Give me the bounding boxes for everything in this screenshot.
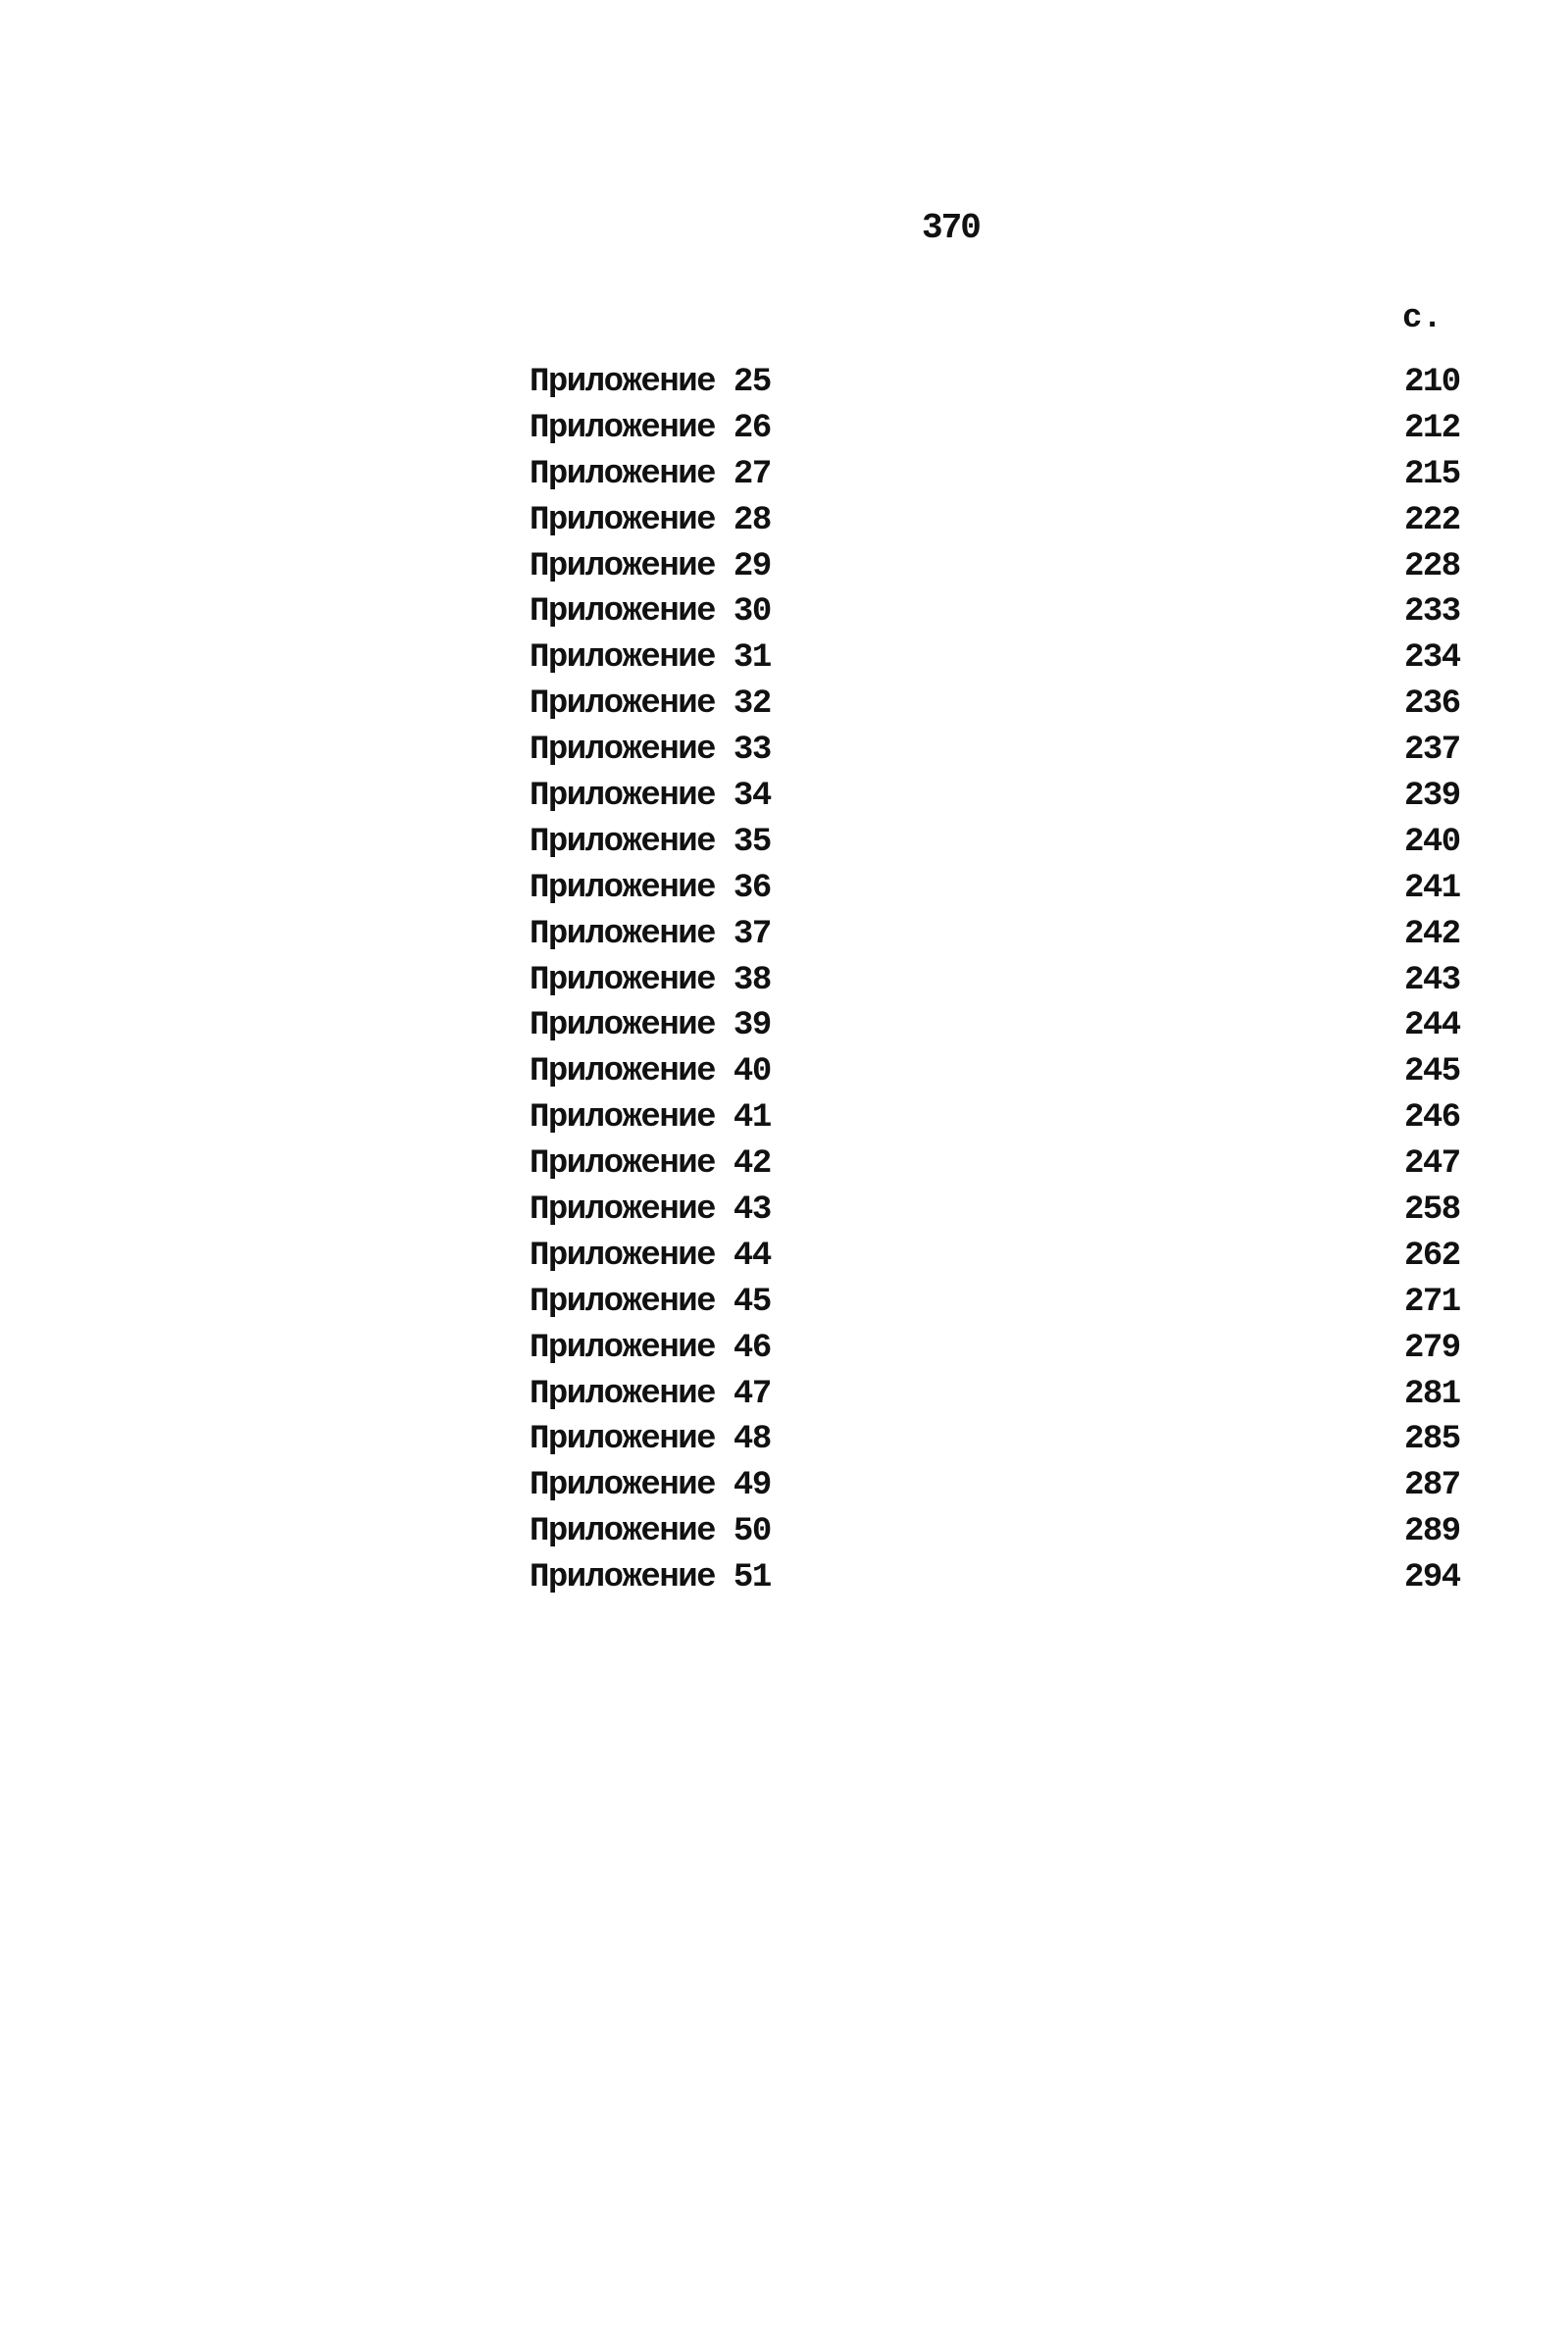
toc-entry-label: Приложение 48 bbox=[530, 1421, 771, 1459]
toc-entry-page: 287 bbox=[1404, 1467, 1460, 1505]
toc-entry-label: Приложение 29 bbox=[530, 547, 771, 585]
toc-entry-page: 243 bbox=[1404, 961, 1460, 999]
toc-entry-label: Приложение 35 bbox=[530, 823, 771, 861]
toc-entry-page: 294 bbox=[1404, 1559, 1460, 1597]
toc-entry bbox=[530, 820, 1471, 866]
toc-entry-page: 215 bbox=[1404, 455, 1460, 493]
toc-entry-page: 228 bbox=[1404, 547, 1460, 585]
toc-entry bbox=[530, 1463, 1471, 1509]
toc-entry-label: Приложение 40 bbox=[530, 1053, 771, 1091]
toc-entry-page: 289 bbox=[1404, 1513, 1460, 1551]
toc-entry-page: 258 bbox=[1404, 1191, 1460, 1230]
toc-entry-page: 281 bbox=[1404, 1375, 1460, 1413]
toc-entry bbox=[530, 1141, 1471, 1188]
toc-entry bbox=[530, 1188, 1471, 1234]
toc-entry-label: Приложение 30 bbox=[530, 593, 771, 632]
toc-entry-page: 237 bbox=[1404, 732, 1460, 770]
toc-entry-label: Приложение 45 bbox=[530, 1283, 771, 1321]
toc-entry bbox=[530, 544, 1471, 590]
toc-entry-page: 262 bbox=[1404, 1237, 1460, 1275]
toc-entry bbox=[530, 498, 1471, 544]
toc-entry bbox=[530, 958, 1471, 1004]
toc-entry bbox=[530, 1326, 1471, 1372]
toc-entry-page: 239 bbox=[1404, 778, 1460, 816]
toc-entry-label: Приложение 25 bbox=[530, 364, 771, 401]
toc-entry-label: Приложение 26 bbox=[530, 409, 771, 447]
toc-entry-label: Приложение 32 bbox=[530, 685, 771, 724]
toc-entry bbox=[530, 360, 1471, 406]
toc-entry bbox=[530, 1234, 1471, 1280]
toc-entry-label: Приложение 36 bbox=[530, 869, 771, 907]
toc-entry-label: Приложение 37 bbox=[530, 915, 771, 953]
toc-entry bbox=[530, 452, 1471, 498]
toc-entry-label: Приложение 46 bbox=[530, 1329, 771, 1367]
toc-entry-page: 285 bbox=[1404, 1421, 1460, 1459]
toc-entry bbox=[530, 866, 1471, 912]
toc-entry-page: 222 bbox=[1404, 501, 1460, 539]
toc-entry bbox=[530, 589, 1471, 635]
toc-entry-page: 210 bbox=[1404, 364, 1460, 401]
toc-entry bbox=[530, 1280, 1471, 1326]
toc-entry-page: 244 bbox=[1404, 1007, 1460, 1045]
toc-entry-label: Приложение 31 bbox=[530, 639, 771, 678]
toc-entry-page: 233 bbox=[1404, 593, 1460, 632]
toc-entry-page: 245 bbox=[1404, 1053, 1460, 1091]
toc-entry bbox=[530, 728, 1471, 774]
toc-entry bbox=[530, 1095, 1471, 1141]
toc-entry-label: Приложение 44 bbox=[530, 1237, 771, 1275]
toc-entry-label: Приложение 28 bbox=[530, 501, 771, 539]
toc-entry-page: 240 bbox=[1404, 823, 1460, 861]
toc-entry-label: Приложение 43 bbox=[530, 1191, 771, 1230]
table-of-contents bbox=[530, 360, 1471, 1601]
toc-entry-label: Приложение 33 bbox=[530, 732, 771, 770]
toc-entry bbox=[530, 1417, 1471, 1463]
toc-entry-page: 247 bbox=[1404, 1145, 1460, 1184]
toc-entry-label: Приложение 27 bbox=[530, 455, 771, 493]
toc-entry-label: Приложение 38 bbox=[530, 961, 771, 999]
toc-entry-page: 212 bbox=[1404, 409, 1460, 447]
toc-entry bbox=[530, 1003, 1471, 1049]
toc-entry-label: Приложение 51 bbox=[530, 1559, 771, 1597]
toc-entry-page: 234 bbox=[1404, 639, 1460, 678]
toc-entry-label: Приложение 50 bbox=[530, 1513, 771, 1551]
toc-entry-page: 246 bbox=[1404, 1099, 1460, 1138]
toc-entry-label: Приложение 34 bbox=[530, 778, 771, 816]
toc-entry bbox=[530, 1555, 1471, 1601]
toc-entry bbox=[530, 635, 1471, 682]
toc-entry-label: Приложение 41 bbox=[530, 1099, 771, 1138]
toc-entry bbox=[530, 912, 1471, 958]
toc-entry-label: Приложение 47 bbox=[530, 1375, 771, 1413]
page-number: 370 bbox=[922, 208, 980, 248]
toc-entry bbox=[530, 682, 1471, 728]
toc-entry bbox=[530, 406, 1471, 452]
toc-entry bbox=[530, 1049, 1471, 1095]
toc-entry-page: 236 bbox=[1404, 685, 1460, 724]
toc-entry bbox=[530, 1372, 1471, 1418]
toc-entry bbox=[530, 774, 1471, 820]
page-column-header: с. bbox=[1402, 300, 1442, 337]
toc-entry-label: Приложение 42 bbox=[530, 1145, 771, 1184]
toc-entry-page: 271 bbox=[1404, 1283, 1460, 1321]
toc-entry-page: 279 bbox=[1404, 1329, 1460, 1367]
toc-entry-page: 241 bbox=[1404, 869, 1460, 907]
toc-entry-label: Приложение 39 bbox=[530, 1007, 771, 1045]
toc-entry bbox=[530, 1509, 1471, 1555]
toc-entry-page: 242 bbox=[1404, 915, 1460, 953]
toc-entry-label: Приложение 49 bbox=[530, 1467, 771, 1505]
